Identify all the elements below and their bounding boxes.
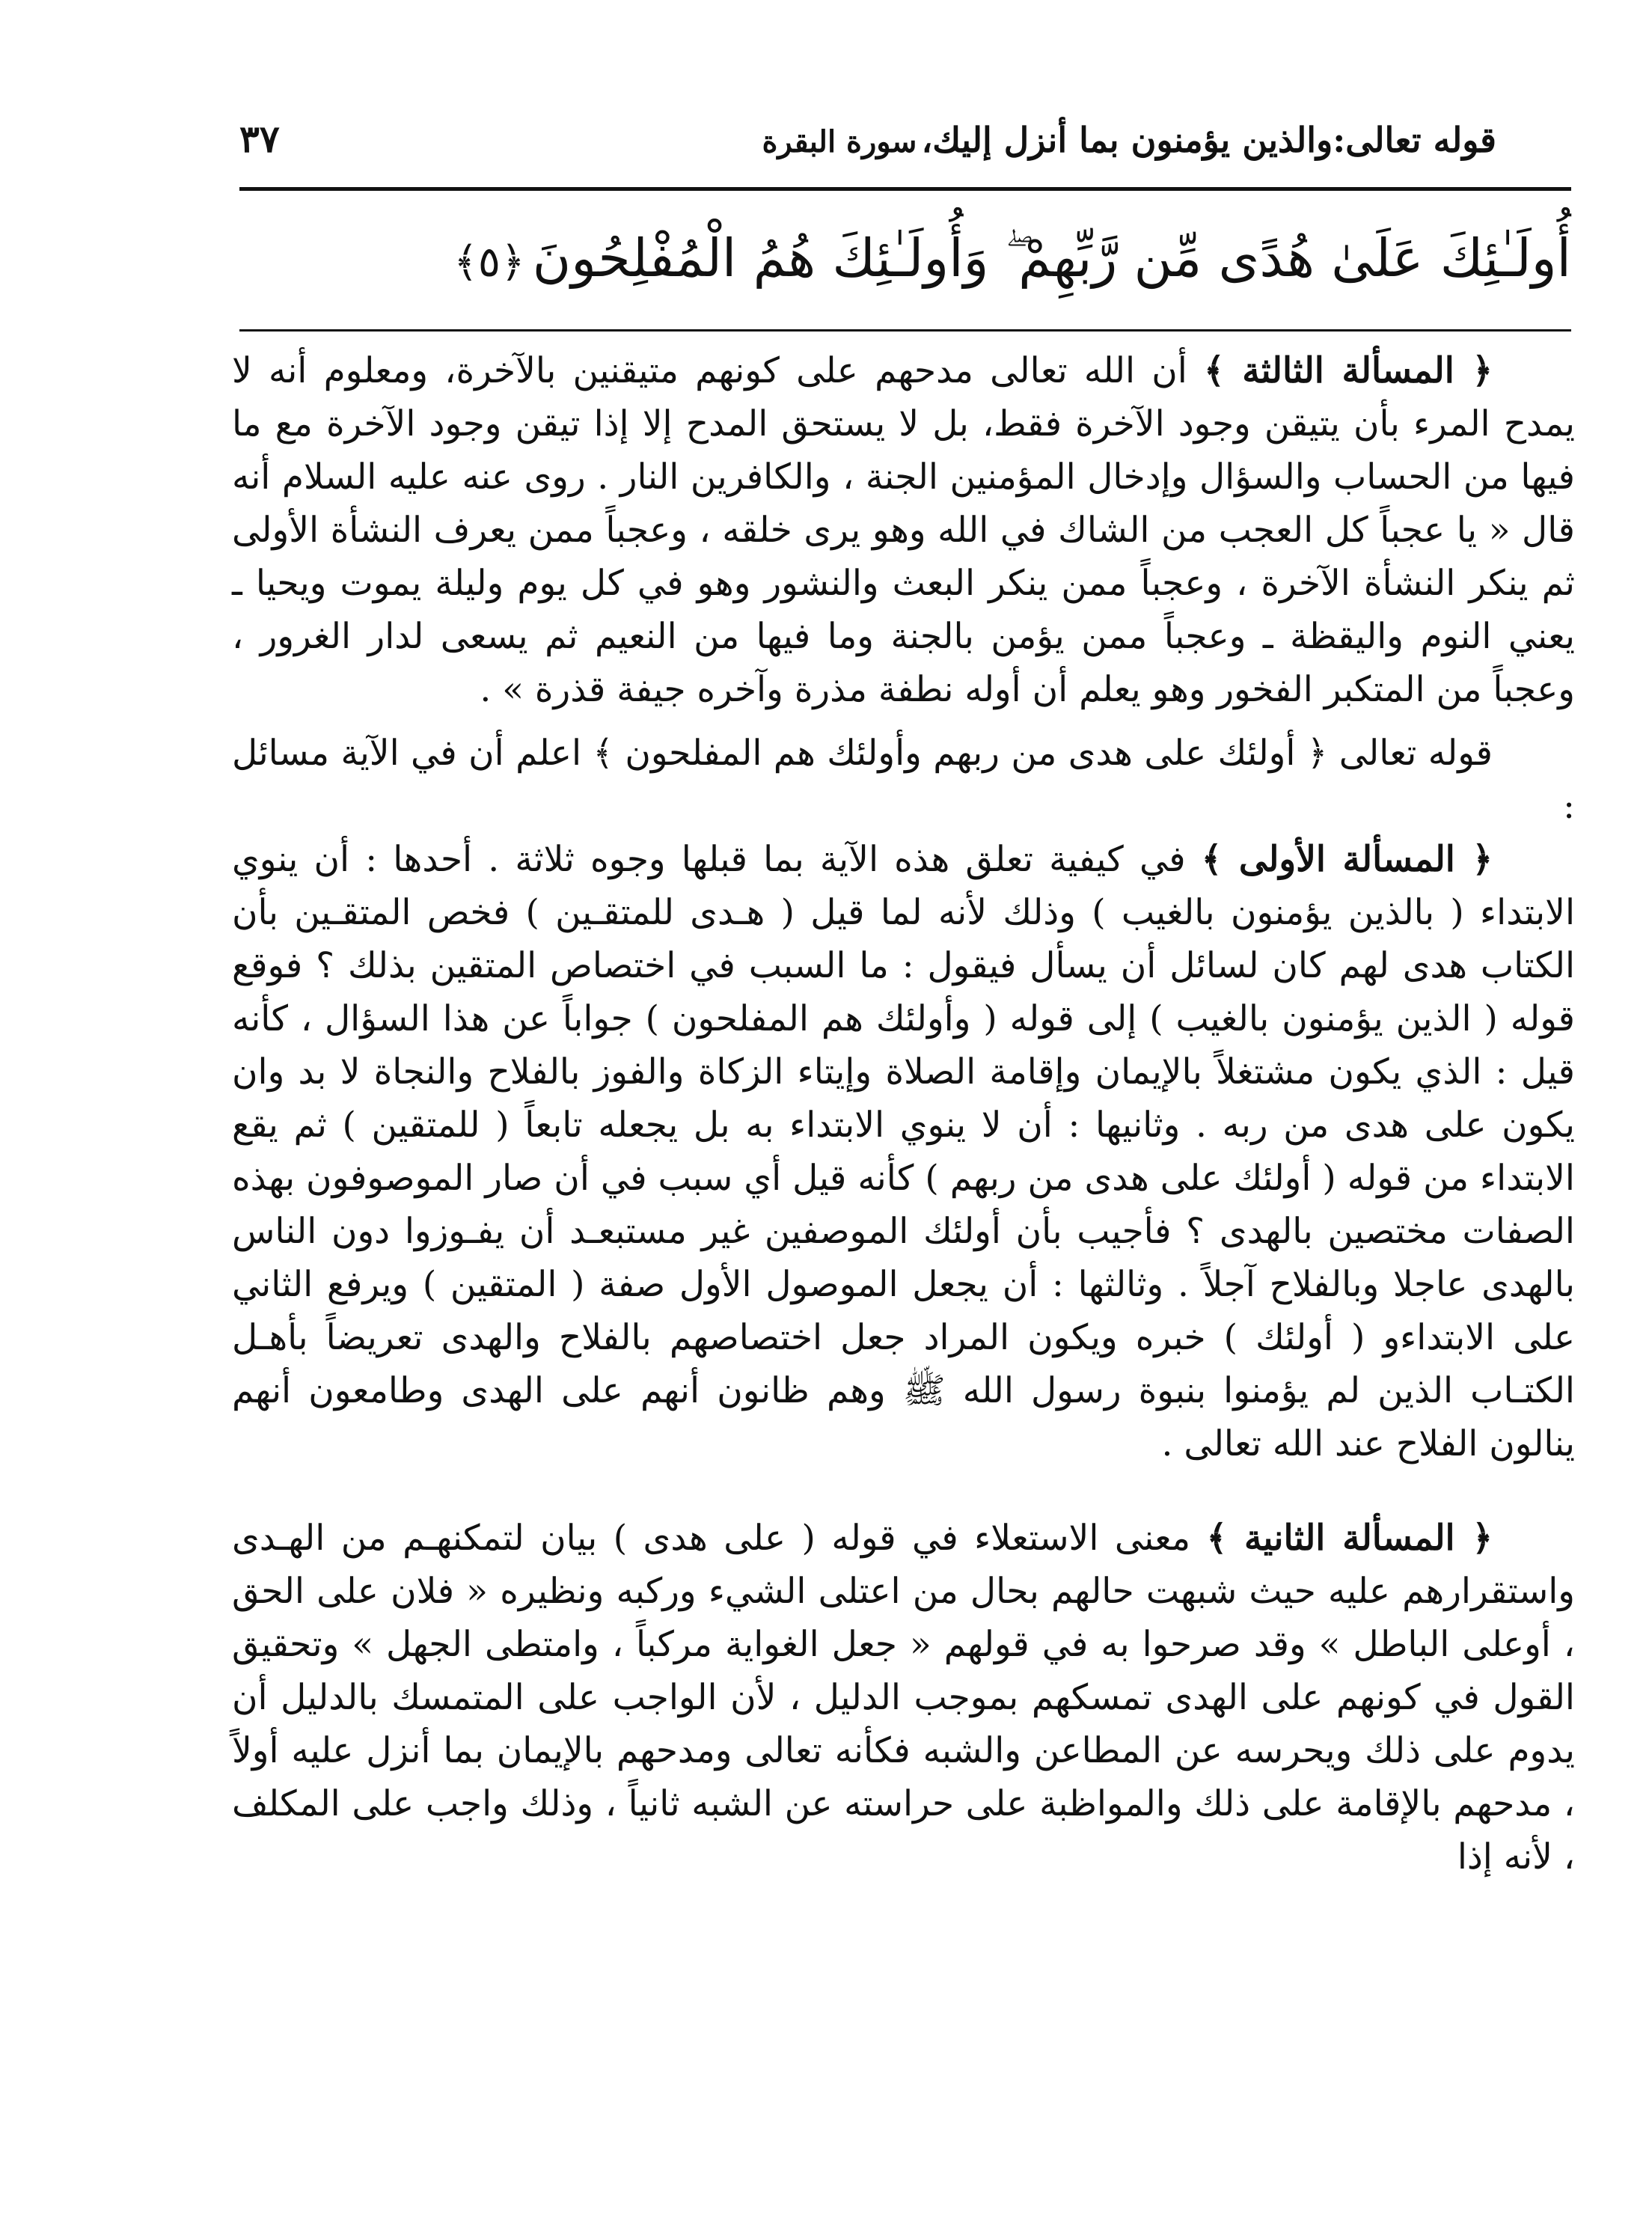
paragraph-text: أن الله تعالى مدحهم على كونهم متيقنين بالآخرة، ومعلوم أنه لا يمدح المرء بأن يتيقن وجود الآخرة فقط، بل لا يستحق المدح إلا إذا تيقن وجود الآخرة مع ما فيها من الحساب والسؤال وإدخال المؤمنين الجنة ، والكافرين النار . روى عنه عليه السلام أنه قال « يا عجباً كل العجب من الشاك في الله وهو يرى خلقه ، وعجباً ممن يعرف النشأة الأولى ثم ينكر النشأة الآخرة ، وعجباً ممن ينكر البعث والنشور وهو في كل يوم وليلة يموت ويحيا ـ يعني النوم واليقظة ـ وعجباً ممن يؤمن بالجنة وما فيها من النعيم ثم يسعى لدار الغرور ، وعجباً من المتكبر الفخور وهو يعلم أن أوله نطفة مذرة وآخره جيفة قذرة » . — [232, 350, 1576, 710]
verse-rule — [239, 329, 1571, 332]
paragraph-first-issue — [232, 833, 1575, 1470]
sura-name: سورة البقرة — [762, 124, 917, 159]
paragraph-verse-intro — [232, 727, 1575, 833]
verse-text: أُولَـٰئِكَ عَلَىٰ هُدًى مِّن رَّبِّهِمْ ۖ وَأُولَـٰئِكَ هُمُ الْمُفْلِحُونَ — [532, 227, 1571, 289]
commentary-body — [232, 344, 1575, 1884]
paragraph-text: في كيفية تعلق هذه الآية بما قبلها وجوه ثلاثة . أحدها : أن ينوي الابتداء ( بالذين يؤمنون بالغيب ) وذلك لأنه لما قيل ( هـدى للمتقـين ) فخص المتقـين بأن الكتاب هدى لهم كان لسائل أن يسأل فيقول : ما السبب في اختصاص المتقين بذلك ؟ فوقع قوله ( الذين يؤمنون بالغيب ) إلى قوله ( وأولئك هم المفلحون ) جواباً عن هذا السؤال ، كأنه قيل : الذي يكون مشتغلاً بالإيمان وإقامة الصلاة وإيتاء الزكاة والفوز بالفلاح والنجاة لا بد وان يكون على هدى من ربه . وثانيها : أن لا ينوي الابتداء به بل يجعله تابعاً ( للمتقين ) ثم يقع الابتداء من قوله ( أولئك على هدى من ربهم ) كأنه قيل أي سبب في أن صار الموصوفون بهذه الصفات مختصين بالهدى ؟ فأجيب بأن أولئك الموصفين غير مستبعـد أن يفـوزوا دون الناس بالهدى عاجلا وبالفلاح آجلاً . وثالثها : أن يجعل الموصول الأول صفة ( المتقين ) ويرفع الثاني على الابتداءو ( أولئك ) خبره ويكون المراد جعل اختصاصهم بالفلاح والهدى تعريضاً بأهـل الكتـاب الذين لم يؤمنوا بنبوة رسول الله ﷺ وهم ظانون أنهم على الهدى وطامعون أنهم ينالون الفلاح عند الله تعالى . — [232, 839, 1575, 1464]
header-title — [762, 120, 1496, 160]
paragraph-second-issue — [232, 1512, 1575, 1884]
header-title-text: قوله تعالى:والذين يؤمنون بما أنزل إليك، — [921, 120, 1496, 160]
paragraph-heading: ﴿ المسألة الثانية ﴾ — [1206, 1518, 1493, 1559]
header-rule — [239, 187, 1571, 191]
paragraph-text: قوله تعالى ﴿ أولئك على هدى من ربهم وأولئك هم المفلحون ﴾ اعلم أن في الآية مسائل : — [232, 733, 1575, 827]
paragraph-third-issue — [232, 344, 1575, 716]
running-header — [224, 112, 1571, 180]
paragraph-heading: ﴿ المسألة الثالثة ﴾ — [1204, 350, 1493, 391]
paragraph-text: معنى الاستعلاء في قوله ( على هدى ) بيان لتمكنهـم من الهـدى واستقرارهم عليه حيث شبهت حالهم بحال من اعتلى الشيء وركبه ونظيره « فلان على الحق ، أوعلى الباطل » وقد صرحوا به في قولهم « جعل الغواية مركباً ، وامتطى الجهل » وتحقيق القول في كونهم على الهدى تمسكهم بموجب الدليل ، لأن الواجب على المتمسك بالدليل أن يدوم على ذلك ويحرسه عن المطاعن والشبه فكأنه تعالى ومدحهم بالإيمان بما أنزل عليه أولاً ، مدحهم بالإقامة على ذلك والمواظبة على حراسته عن الشبه ثانياً ، وذلك واجب على المكلف ، لأنه إذا — [232, 1518, 1575, 1878]
paragraph-heading: ﴿ المسألة الأولى ﴾ — [1201, 839, 1493, 880]
quran-verse — [239, 202, 1571, 322]
page-number: ٣٧ — [239, 117, 280, 161]
verse-end-marker: ﴿٥﴾ — [453, 238, 525, 287]
